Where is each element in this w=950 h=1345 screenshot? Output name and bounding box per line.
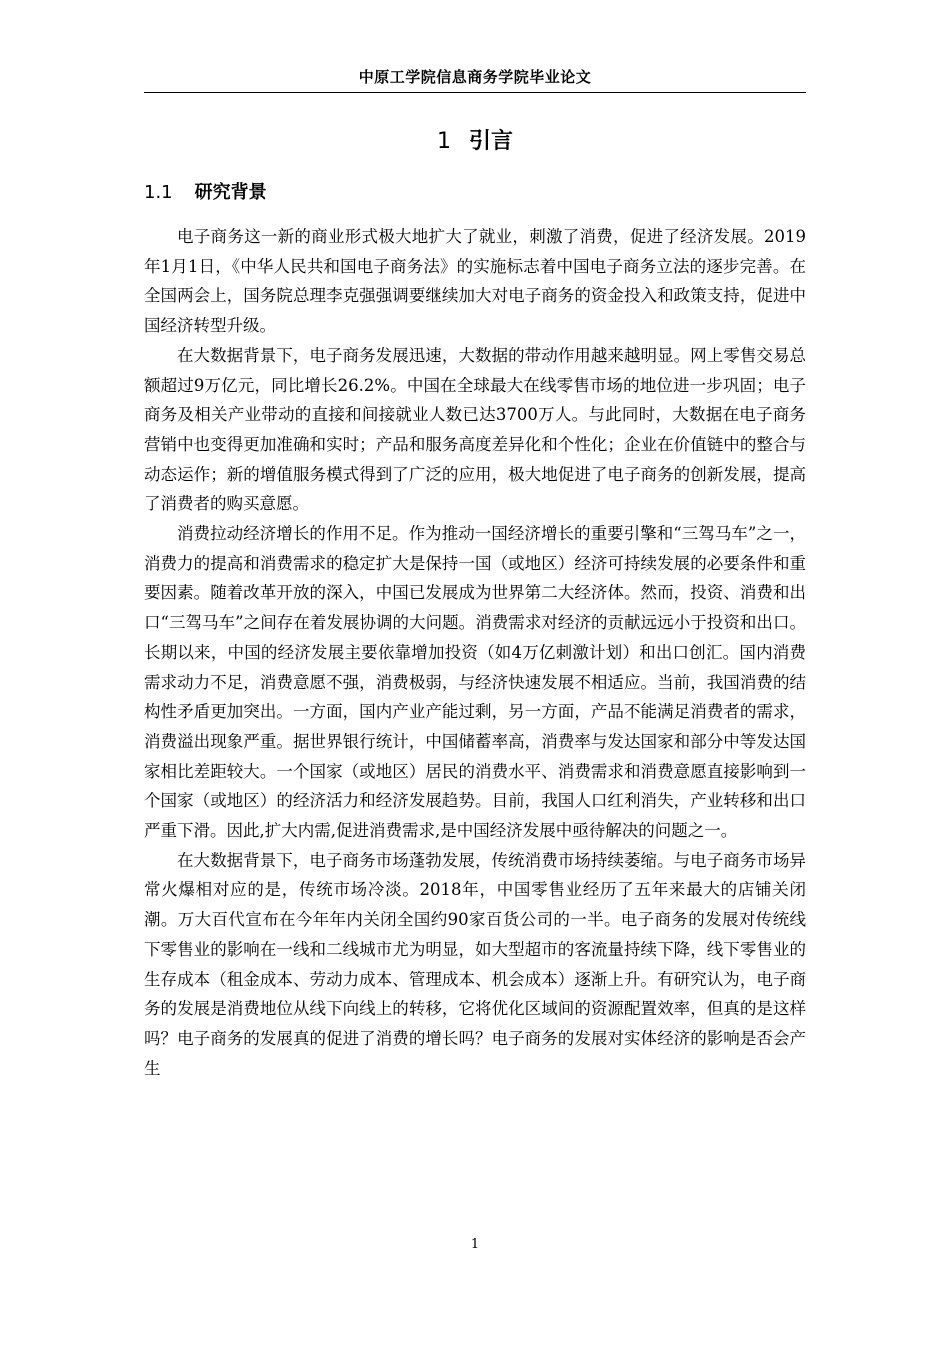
chapter-title: 引言 (468, 129, 513, 154)
section-heading (144, 179, 267, 207)
paragraph: 电子商务这一新的商业形式极大地扩大了就业，刺激了消费，促进了经济发展。2019年1月1日，《中华人民共和国电子商务法》的实施标志着中国电子商务立法的逐步完善。在全国两会上，国务院总理李克强强调要继续加大对电子商务的资金投入和政策支持，促进中国经济转型升级。 (144, 227, 806, 336)
page-number: 1 (470, 1237, 480, 1252)
running-header-title: 中原工学院信息商务学院毕业论文 (358, 68, 592, 86)
section-number: 1.1 (144, 182, 173, 203)
chapter-number: 1 (436, 129, 451, 154)
section-title: 研究背景 (194, 182, 267, 203)
paragraph: 消费拉动经济增长的作用不足。作为推动一国经济增长的重要引擎和“三驾马车”之一，消费力的提高和消费需求的稳定扩大是保持一国（或地区）经济可持续发展的必要条件和重要因素。随着改革开放的深入，中国已发展成为世界第二大经济体。然而，投资、消费和出口“三驾马车”之间存在着发展协调的大问题。消费需求对经济的贡献远远小于投资和出口。长期以来，中国的经济发展主要依靠增加投资（如4万亿刺激计划）和出口创汇。国内消费需求动力不足，消费意愿不强，消费极弱，与经济快速发展不相适应。当前，我国消费的结构性矛盾更加突出。一方面，国内产业产能过剩，另一方面，产品不能满足消费者的需求，消费溢出现象严重。据世界银行统计，中国储蓄率高，消费率与发达国家和部分中等发达国家相比差距较大。一个国家（或地区）居民的消费水平、消费需求和消费意愿直接影响到一个国家（或地区）的经济活力和经济发展趋势。目前，我国人口红利消失，产业转移和出口严重下滑。因此,扩大内需,促进消费需求,是中国经济发展中亟待解决的问题之一。 (144, 524, 806, 841)
running-header (144, 66, 806, 93)
paragraph: 在大数据背景下，电子商务发展迅速，大数据的带动作用越来越明显。网上零售交易总额超过9万亿元，同比增长26.2%。中国在全球最大在线零售市场的地位进一步巩固；电子商务及相关产业带动的直接和间接就业人数已达3700万人。与此同时，大数据在电子商务营销中也变得更加准确和实时；产品和服务高度差异化和个性化；企业在价值链中的整合与动态运作；新的增值服务模式得到了广泛的应用，极大地促进了电子商务的创新发展，提高了消费者的购买意愿。 (144, 345, 806, 514)
paragraph: 在大数据背景下，电子商务市场蓬勃发展，传统消费市场持续萎缩。与电子商务市场异常火爆相对应的是，传统市场冷淡。2018年，中国零售业经历了五年来最大的店铺关闭潮。万大百代宣布在今年年内关闭全国约90家百货公司的一半。电子商务的发展对传统线下零售业的影响在一线和二线城市尤为明显，如大型超市的客流量持续下降，线下零售业的生存成本（租金成本、劳动力成本、管理成本、机会成本）逐渐上升。有研究认为，电子商务的发展是消费地位从线下向线上的转移，它将优化区域间的资源配置效率，但真的是这样吗？电子商务的发展真的促进了消费的增长吗？电子商务的发展对实体经济的影响是否会产生 (144, 850, 806, 1078)
chapter-heading (144, 126, 806, 158)
body-text (144, 222, 806, 1083)
